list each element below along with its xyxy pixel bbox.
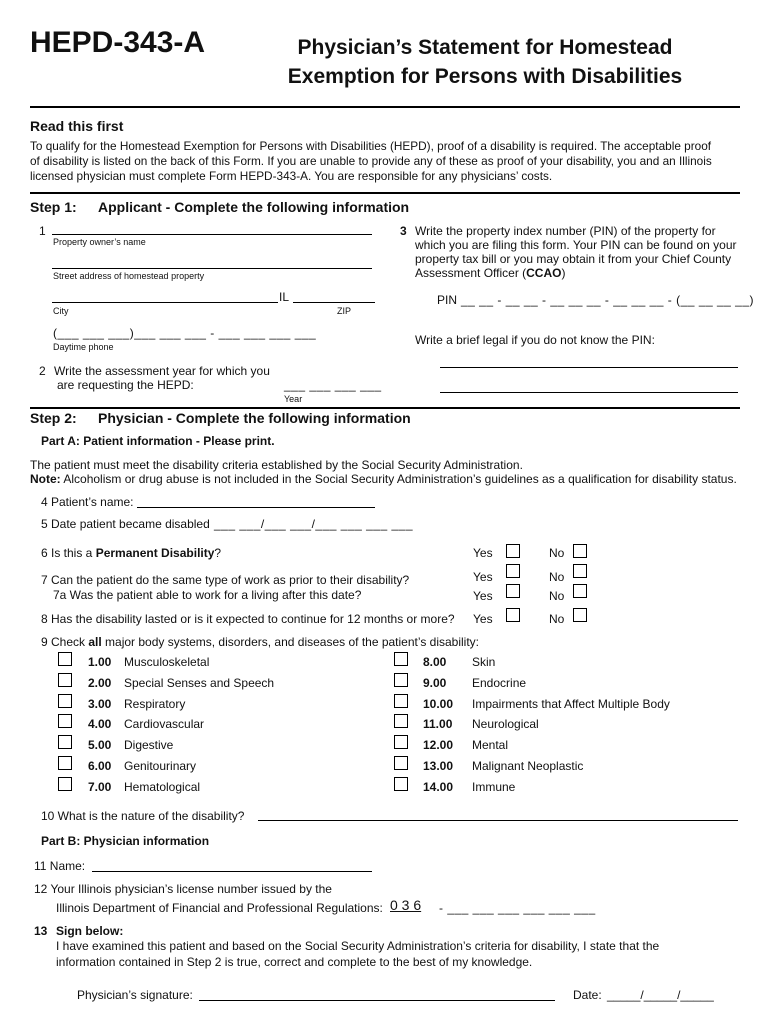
intro-line: licensed physician must complete Form HEPD-343-A. You are responsible for any physicians’ costs.: [30, 169, 553, 183]
header-rule: [30, 106, 740, 108]
q7a-label: 7a Was the patient able to work for a living after this date?: [53, 588, 362, 602]
zip-field[interactable]: [293, 302, 375, 303]
system-checkbox[interactable]: [58, 735, 72, 749]
item3-number: 3: [400, 224, 407, 238]
license-prefix: 0 3 6: [390, 897, 422, 913]
attestation-line2: information contained in Step 2 is true, correct and complete to the best of my knowledge.: [56, 955, 533, 969]
system-code: 13.00: [423, 759, 454, 773]
state-prefix: IL: [279, 290, 290, 304]
system-checkbox[interactable]: [58, 673, 72, 687]
intro-line: To qualify for the Homestead Exemption for Persons with Disabilities (HEPD), proof of a disability is required. The acceptable proof: [30, 139, 712, 153]
note-label: Note:: [30, 472, 61, 486]
system-name: Immune: [472, 780, 516, 794]
system-code: 6.00: [88, 759, 112, 773]
physician-name-field[interactable]: [92, 871, 372, 872]
system-name: Cardiovascular: [124, 717, 205, 731]
system-checkbox[interactable]: [394, 694, 408, 708]
note-text: [30, 472, 737, 486]
pin-label: PIN: [437, 293, 458, 307]
system-checkbox[interactable]: [394, 735, 408, 749]
owner-name-label: Property owner’s name: [53, 237, 146, 247]
q6-no-label: No: [549, 546, 565, 560]
item3-line-text: ): [561, 266, 566, 280]
system-checkbox[interactable]: [58, 652, 72, 666]
q13-title: Sign below:: [56, 924, 124, 938]
system-name: Genitourinary: [124, 759, 197, 773]
legal-field-line2[interactable]: [440, 392, 738, 393]
system-name: Hematological: [124, 780, 201, 794]
q6-emphasis: Permanent Disability: [95, 546, 215, 560]
system-code: 12.00: [423, 738, 454, 752]
partA-title: Part A: Patient information - Please print.: [41, 434, 275, 448]
q7a-yes-label: Yes: [473, 589, 493, 603]
step2-title: Physician - Complete the following information: [98, 410, 411, 426]
item3-line-text: Assessment Officer (: [415, 266, 527, 280]
system-checkbox[interactable]: [394, 714, 408, 728]
item3-line: Write the property index number (PIN) of the property for: [415, 224, 716, 238]
system-name: Musculoskeletal: [124, 655, 210, 669]
q6-yes-label: Yes: [473, 546, 493, 560]
form-title-line2: Exemption for Persons with Disabilities: [287, 65, 683, 88]
signature-label: Physician’s signature:: [77, 988, 193, 1002]
system-code: 7.00: [88, 780, 112, 794]
street-address-field[interactable]: [52, 268, 372, 269]
step1-label: Step 1:: [30, 199, 77, 215]
system-name: Neurological: [472, 717, 539, 731]
q9-text: 9 Check: [41, 635, 89, 649]
system-code: 1.00: [88, 655, 112, 669]
item2-text-line2: are requesting the HEPD:: [57, 378, 194, 392]
system-checkbox[interactable]: [394, 673, 408, 687]
system-code: 3.00: [88, 697, 112, 711]
phone-label: Daytime phone: [53, 342, 114, 352]
item1-number: 1: [39, 224, 46, 238]
system-code: 4.00: [88, 717, 112, 731]
form-code: HEPD-343-A: [30, 26, 206, 59]
q12-label-line2: Illinois Department of Financial and Professional Regulations:: [56, 901, 383, 915]
note-body: Alcoholism or drug abuse is not included in the Social Security Administration’s guidelines as a qualification for disability status.: [60, 472, 737, 486]
system-code: 9.00: [423, 676, 447, 690]
system-name: Special Senses and Speech: [124, 676, 275, 690]
system-name: Impairments that Affect Multiple Body: [472, 697, 670, 711]
legal-field-line1[interactable]: [440, 367, 738, 368]
system-checkbox[interactable]: [394, 756, 408, 770]
disability-nature-field[interactable]: [258, 820, 738, 821]
date-field[interactable]: _____/_____/_____: [607, 988, 714, 1002]
step1-title: Applicant - Complete the following information: [98, 199, 410, 215]
system-checkbox[interactable]: [394, 777, 408, 791]
system-name: Endocrine: [472, 676, 527, 690]
intro-heading: Read this first: [30, 118, 124, 134]
ccao-abbrev: CCAO: [526, 266, 562, 280]
system-code: 5.00: [88, 738, 112, 752]
q5-label: 5 Date patient became disabled: [41, 517, 210, 531]
attestation-line1: I have examined this patient and based on the Social Security Administration’s criteria for disability, I state that the: [56, 939, 660, 953]
zip-label: ZIP: [337, 306, 352, 316]
system-code: 14.00: [423, 780, 454, 794]
pin-field[interactable]: __ __ - __ __ - __ __ __ - __ __ __ - (__ __ __ __): [461, 293, 755, 307]
q7a-yes-checkbox[interactable]: [506, 584, 520, 598]
q6-label: [41, 546, 221, 560]
form-title: [250, 33, 720, 91]
q7-no-label: No: [549, 570, 565, 584]
item2-number: 2: [39, 364, 46, 378]
license-number-field[interactable]: - ___ ___ ___ ___ ___ ___: [439, 901, 596, 915]
q6-no-checkbox[interactable]: [573, 544, 587, 558]
city-label: City: [53, 306, 69, 316]
system-code: 11.00: [423, 717, 453, 731]
q8-yes-checkbox[interactable]: [506, 608, 520, 622]
year-label: Year: [284, 394, 303, 404]
disabled-date-field[interactable]: ___ ___/___ ___/___ ___ ___ ___: [214, 517, 414, 531]
q8-yes-label: Yes: [473, 612, 493, 626]
date-label: Date:: [573, 988, 602, 1002]
q7-yes-label: Yes: [473, 570, 493, 584]
item3-text: [415, 224, 737, 280]
q6-text: 6 Is this a: [41, 546, 96, 560]
city-field[interactable]: [52, 302, 278, 303]
q6-text: ?: [214, 546, 222, 560]
system-name: Mental: [472, 738, 509, 752]
q8-no-label: No: [549, 612, 565, 626]
patient-name-field[interactable]: [137, 507, 375, 508]
year-field[interactable]: ___ ___ ___ ___: [284, 378, 382, 392]
system-checkbox[interactable]: [58, 756, 72, 770]
step2-label: Step 2:: [30, 410, 77, 426]
system-code: 10.00: [423, 697, 454, 711]
phone-field[interactable]: (___ ___ ___)___ ___ ___ - ___ ___ ___ ___: [53, 326, 317, 340]
form-title-line1: Physician’s Statement for Homestead: [297, 36, 673, 59]
q9-emphasis: all: [88, 635, 102, 649]
signature-field[interactable]: [199, 1000, 555, 1001]
step1-rule: [30, 407, 740, 409]
item3-line: property tax bill or you may obtain it from your Chief County: [415, 252, 732, 266]
item3-line: [415, 266, 737, 280]
q9-label: [41, 635, 479, 649]
q7-yes-checkbox[interactable]: [506, 564, 520, 578]
system-checkbox[interactable]: [58, 714, 72, 728]
q7-no-checkbox[interactable]: [573, 564, 587, 578]
q9-text: major body systems, disorders, and diseases of the patient’s disability:: [101, 635, 479, 649]
q12-label-line1: 12 Your Illinois physician’s license number issued by the: [34, 882, 332, 896]
item2-text-line1: Write the assessment year for which you: [54, 364, 270, 378]
intro-line: of disability is listed on the back of this Form. If you are unable to provide any of these as proof of your disability, you and an Illinois: [30, 154, 712, 168]
criteria-text: The patient must meet the disability criteria established by the Social Security Administration.: [30, 458, 523, 472]
system-name: Malignant Neoplastic: [472, 759, 584, 773]
q6-yes-checkbox[interactable]: [506, 544, 520, 558]
system-name: Respiratory: [124, 697, 186, 711]
system-name: Skin: [472, 655, 496, 669]
intro-rule: [30, 192, 740, 194]
system-code: 2.00: [88, 676, 112, 690]
q13-number: 13: [34, 924, 48, 938]
legal-label: Write a brief legal if you do not know the PIN:: [415, 333, 655, 347]
q10-label: 10 What is the nature of the disability?: [41, 809, 245, 823]
q7a-no-checkbox[interactable]: [573, 584, 587, 598]
system-checkbox[interactable]: [58, 777, 72, 791]
q8-no-checkbox[interactable]: [573, 608, 587, 622]
system-name: Digestive: [124, 738, 174, 752]
partB-title: Part B: Physician information: [41, 834, 210, 848]
owner-name-field[interactable]: [52, 234, 372, 235]
q8-label: 8 Has the disability lasted or is it expected to continue for 12 months or more?: [41, 612, 455, 626]
q11-label: 11 Name:: [34, 859, 86, 873]
q7a-no-label: No: [549, 589, 565, 603]
street-address-label: Street address of homestead property: [53, 271, 205, 281]
item3-line: which you are filing this form. Your PIN can be found on your: [415, 238, 737, 252]
q4-label: 4 Patient’s name:: [41, 495, 134, 509]
intro-text: [30, 139, 745, 184]
system-checkbox[interactable]: [394, 652, 408, 666]
system-checkbox[interactable]: [58, 694, 72, 708]
q7-label: 7 Can the patient do the same type of work as prior to their disability?: [41, 573, 410, 587]
system-code: 8.00: [423, 655, 447, 669]
